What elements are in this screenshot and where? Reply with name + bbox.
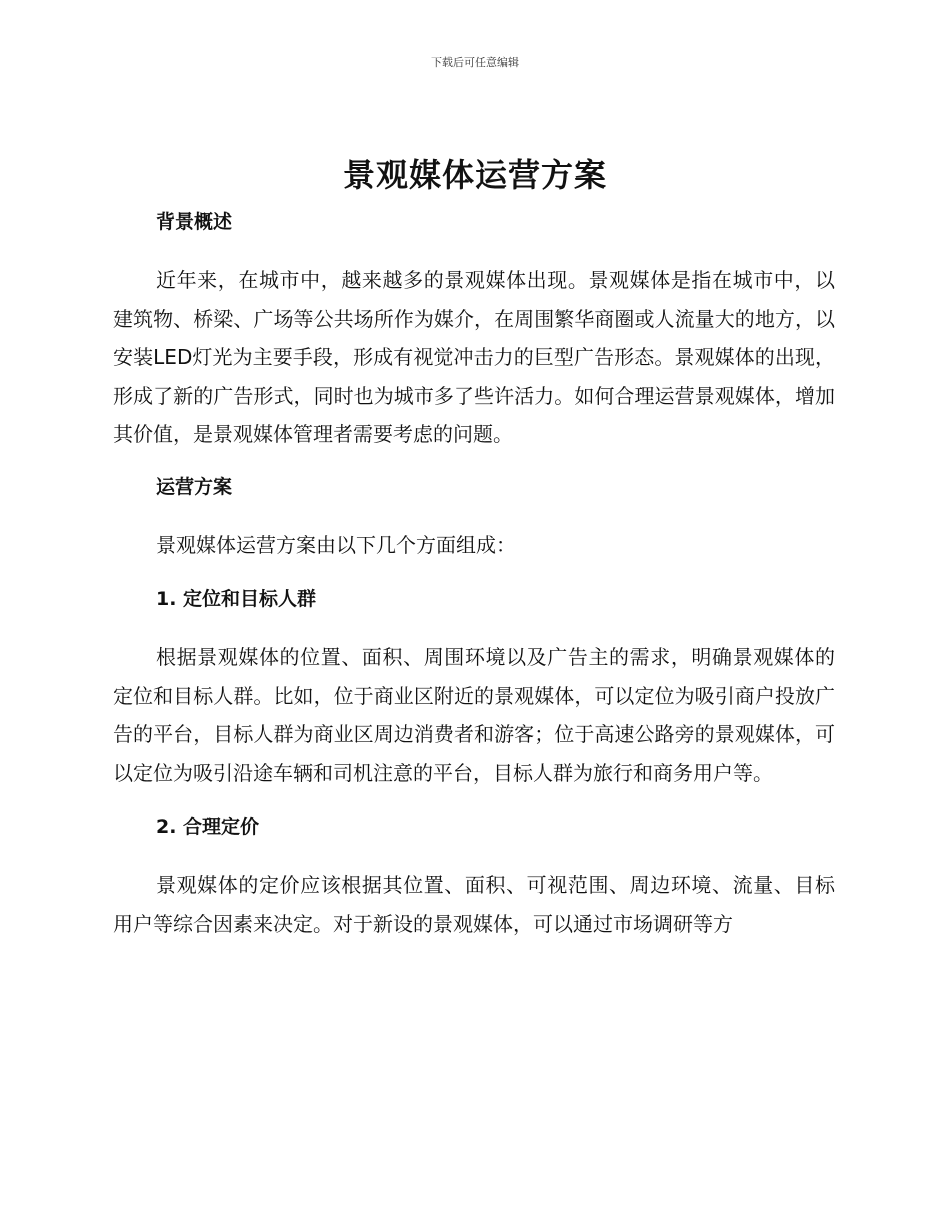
spacer (113, 844, 835, 866)
section-heading-plan: 运营方案 (156, 475, 233, 498)
spacer (113, 564, 835, 582)
plan-intro-paragraph: 景观媒体运营方案由以下几个方面组成： (156, 532, 516, 557)
spacer (113, 616, 835, 638)
spacer (113, 504, 835, 526)
section-heading-background: 背景概述 (156, 211, 233, 233)
document-title: 景观媒体运营方案 (342, 156, 607, 194)
pricing-paragraph: 景观媒体的定价应该根据其位置、面积、可视范围、周边环境、流量、目标用户等综合因素来决定。对于新设的景观媒体，可以通过市场调研等方 (113, 873, 835, 936)
section-heading-pricing: 2. 合理定价 (156, 816, 260, 838)
section-heading-positioning: 1. 定位和目标人群 (156, 588, 317, 610)
document-body (113, 205, 835, 943)
spacer (113, 454, 835, 470)
spacer (113, 792, 835, 810)
header-note: 下载后可任意编辑 (431, 56, 519, 69)
positioning-paragraph: 根据景观媒体的位置、面积、周围环境以及广告主的需求，明确景观媒体的定位和目标人群。比如，位于商业区附近的景观媒体，可以定位为吸引商户投放广告的平台，目标人群为商业区周边消费者和游客；位于高速公路旁的景观媒体，可以定位为吸引沿途车辆和司机注意的平台，目标人群为旅行和商务用户等。 (113, 645, 835, 785)
background-paragraph: 近年来，在城市中，越来越多的景观媒体出现。景观媒体是指在城市中，以建筑物、桥梁、广场等公共场所作为媒介，在周围繁华商圈或人流量大的地方，以安装LED灯光为主要手段，形成有视觉冲击力的巨型广告形态。景观媒体的出现，形成了新的广告形式，同时也为城市多了些许活力。如何合理运营景观媒体，增加其价值，是景观媒体管理者需要考虑的问题。 (113, 268, 835, 446)
spacer (113, 239, 835, 261)
